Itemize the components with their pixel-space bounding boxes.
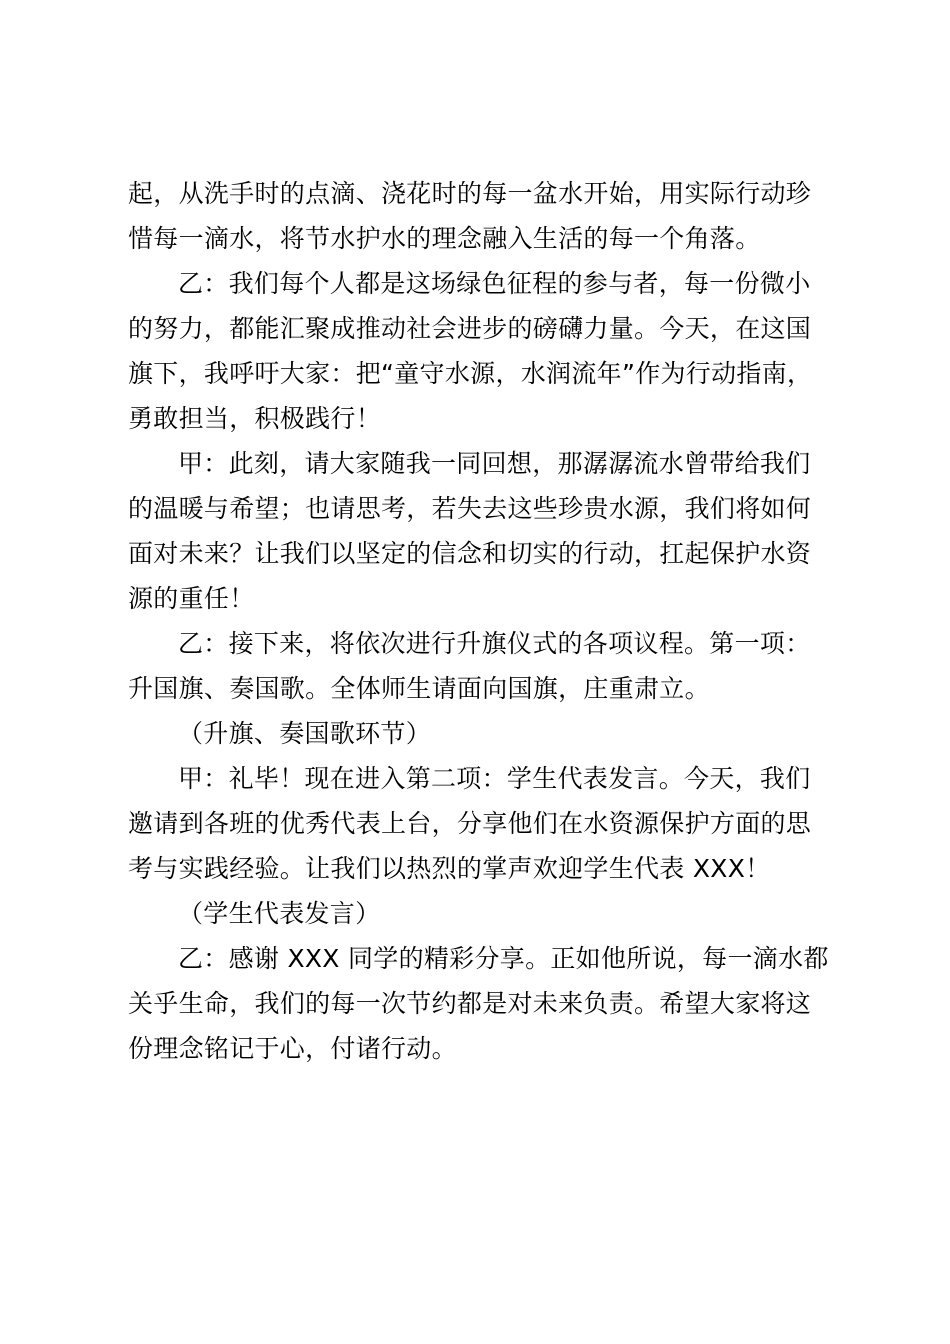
text-line: 邀请到各班的优秀代表上台，分享他们在水资源保护方面的思 (128, 809, 812, 838)
text-line: 考与实践经验。让我们以热烈的掌声欢迎学生代表 XXX！ (128, 854, 771, 883)
text-line: 的努力，都能汇聚成推动社会进步的磅礴力量。今天，在这国 (128, 314, 812, 343)
text-line: 乙：感谢 XXX 同学的精彩分享。正如他所说，每一滴水都 (178, 944, 829, 973)
text-line: 勇敢担当，积极践行！ (128, 404, 382, 433)
text-line: 旗下，我呼吁大家：把“童守水源，水润流年”作为行动指南， (128, 359, 813, 388)
text-line: 源的重任！ (128, 584, 255, 613)
text-line: 份理念铭记于心，付诸行动。 (128, 1034, 457, 1063)
text-line: 关乎生命，我们的每一次节约都是对未来负责。希望大家将这 (128, 989, 812, 1018)
text-line: 甲：此刻，请大家随我一同回想，那潺潺流水曾带给我们 (178, 449, 811, 478)
text-line: 乙：接下来，将依次进行升旗仪式的各项议程。第一项： (178, 629, 811, 658)
text-line: 的温暖与希望；也请思考，若失去这些珍贵水源，我们将如何 (128, 494, 812, 523)
document-body (128, 171, 840, 1071)
text-line: （学生代表发言） (178, 899, 381, 928)
text-line: 甲：礼毕！现在进入第二项：学生代表发言。今天，我们 (178, 764, 811, 793)
text-line: 面对未来？让我们以坚定的信念和切实的行动，扛起保护水资 (128, 539, 812, 568)
text-line: 起，从洗手时的点滴、浇花时的每一盆水开始，用实际行动珍 (128, 179, 812, 208)
text-line: （升旗、奏国歌环节） (178, 719, 432, 748)
text-line: 乙：我们每个人都是这场绿色征程的参与者，每一份微小 (178, 269, 811, 298)
text-line: 升国旗、奏国歌。全体师生请面向国旗，庄重肃立。 (128, 674, 710, 703)
text-line: 惜每一滴水，将节水护水的理念融入生活的每一个角落。 (128, 224, 761, 253)
